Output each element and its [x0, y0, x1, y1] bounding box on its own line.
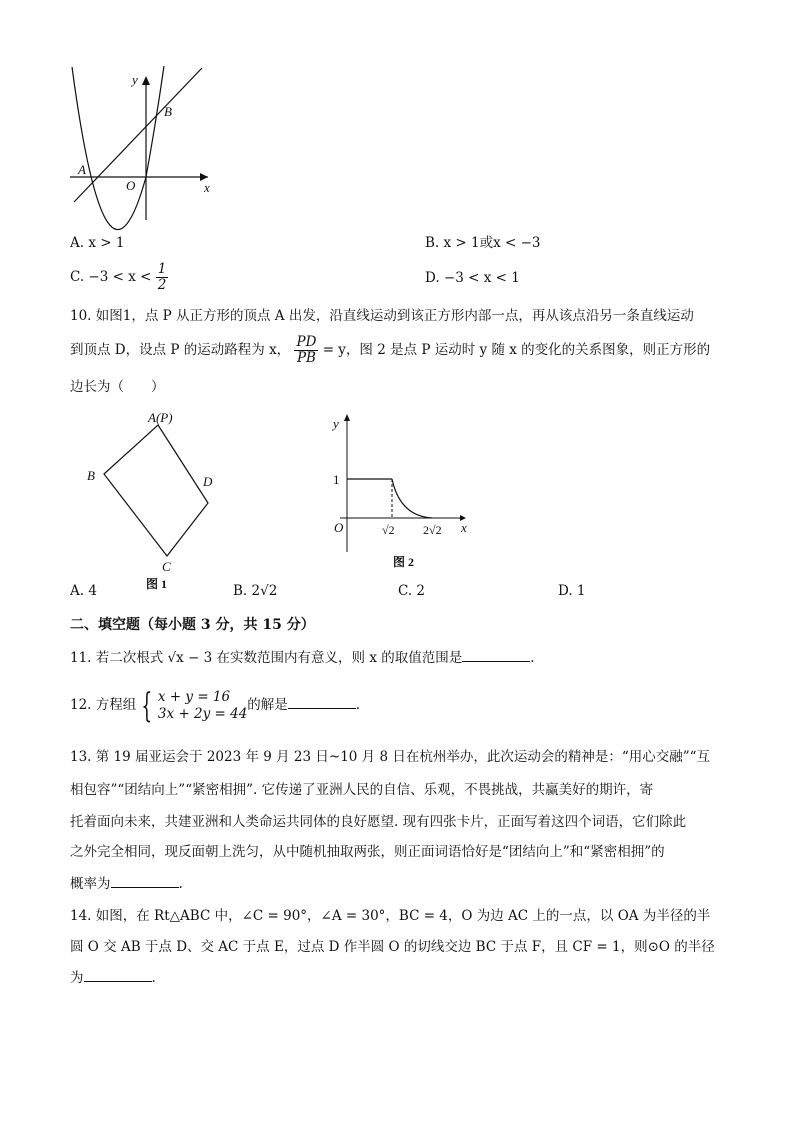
q14-line-3: [70, 968, 156, 987]
q9-option-b[interactable]: B. x > 1或x < −3: [425, 235, 541, 251]
label-d: D: [203, 474, 213, 489]
denominator: PB: [296, 350, 316, 366]
equation-system: [158, 689, 247, 723]
q11-answer-blank[interactable]: [462, 648, 530, 662]
square: [138, 425, 230, 530]
q10-line-2: [70, 335, 710, 366]
fraction: [156, 262, 169, 293]
point-a-label: A: [78, 162, 86, 177]
q10-option-d[interactable]: D. 1: [558, 583, 586, 599]
q13-line-3: 托着面向未来，共建亚洲和人类命运共同体的良好愿望. 现有四张卡片，正面写着这四个词语，它们除此: [70, 814, 687, 830]
q10-figure-1-square: [84, 410, 224, 591]
line: [74, 68, 202, 202]
numerator: PD: [296, 334, 317, 350]
q10-line-3: 边长为（ ）: [70, 379, 165, 395]
q11: [70, 648, 535, 667]
q13-line-5: [70, 874, 183, 893]
curve: [392, 479, 432, 518]
tick-x-2sqrt2: 2√2: [423, 523, 442, 537]
q12-text: 12. 方程组: [70, 697, 137, 713]
q14-line-2: 圆 O 交 AB 于点 D、交 AC 于点 E，过点 D 作半圆 O 的切线交边 BC 于点 F，且 CF = 1，则⊙O 的半径: [70, 939, 715, 955]
origin-label: O: [126, 178, 136, 193]
q10-option-a[interactable]: A. 4: [70, 583, 97, 599]
q9-option-a[interactable]: A. x > 1: [70, 235, 125, 251]
q14-period: .: [151, 970, 156, 986]
caption-fig1: 图 1: [146, 577, 168, 591]
q12: [70, 685, 361, 726]
label-c: C: [162, 559, 171, 574]
q12-suffix: 的解是: [247, 697, 288, 713]
q11-period: .: [530, 650, 535, 666]
square-outline: [104, 425, 208, 556]
y-axis-arrow: [142, 76, 150, 85]
tick-y-1: 1: [333, 472, 340, 487]
q13-answer-blank[interactable]: [111, 874, 179, 888]
q12-period: .: [355, 697, 361, 713]
equation-2: 3x + 2y = 44: [157, 705, 248, 722]
q9-option-c-text: C. −3 < x <: [70, 269, 152, 285]
y-label: y: [333, 416, 339, 431]
parabola: [72, 66, 164, 230]
q10-option-b[interactable]: B. 2√2: [233, 583, 278, 599]
q14-text: 为: [70, 970, 84, 986]
y-axis-arrow: [344, 414, 350, 421]
x-label: x: [461, 520, 467, 535]
q14-answer-blank[interactable]: [84, 968, 152, 982]
q13-line-4: 之外完全相同，现反面朝上洗匀，从中随机抽取两张，则正面词语恰好是“团结向上”和“紧密相拥”的: [70, 844, 665, 860]
q10-line-2-prefix: 到顶点 D，设点 P 的运动路程为 x，: [70, 342, 291, 358]
caption-fig2: 图 2: [393, 555, 415, 569]
q10-option-c[interactable]: C. 2: [398, 583, 426, 599]
brace-icon: {: [141, 685, 153, 726]
q10-line-1: 10. 如图1，点 P 从正方形的顶点 A 出发，沿直线运动到该正方形内部一点，再从该点沿另一条直线运动: [70, 308, 694, 324]
q13-line-1: 13. 第 19 届亚运会于 2023 年 9 月 23 日~10 月 8 日在杭州举办，此次运动会的精神是：“用心交融”“互: [70, 749, 711, 765]
q13-line-2: 相包容”“团结向上”“紧密相拥”. 它传递了亚洲人民的自信、乐观，不畏挑战，共赢美好的期许，寄: [70, 782, 654, 798]
origin-label: O: [334, 520, 344, 535]
label-b: B: [87, 468, 95, 483]
q13-period: .: [178, 876, 183, 892]
q13-text: 概率为: [70, 876, 111, 892]
q14-line-1: 14. 如图，在 Rt△ABC 中，∠C = 90°，∠A = 30°，BC = 4，O 为边 AC 上的一点，以 OA 为半径的半: [70, 908, 711, 924]
label-a-p: A(P): [148, 410, 173, 425]
q12-answer-blank[interactable]: [288, 695, 356, 709]
q10-figure-2-graph: [328, 410, 478, 570]
q9-parabola-line-graph: [68, 62, 218, 222]
section-heading: 二、填空题（每小题 3 分，共 15 分）: [70, 617, 315, 633]
point-b-label: B: [164, 104, 172, 119]
tick-x-sqrt2: √2: [382, 523, 395, 537]
q9-option-c[interactable]: [70, 262, 168, 293]
y-label: y: [132, 72, 138, 87]
q9-option-d[interactable]: D. −3 < x < 1: [425, 270, 520, 286]
equation-1: x + y = 16: [157, 688, 231, 705]
q10-line-2-suffix: = y，图 2 是点 P 运动时 y 随 x 的变化的关系图象，则正方形的: [322, 342, 711, 358]
fraction-pd-pb: [294, 335, 318, 366]
denominator: 2: [157, 277, 167, 293]
numerator: 1: [157, 261, 167, 277]
q11-text: 11. 若二次根式 √x − 3 在实数范围内有意义，则 x 的取值范围是: [70, 650, 463, 666]
x-label: x: [204, 180, 210, 195]
